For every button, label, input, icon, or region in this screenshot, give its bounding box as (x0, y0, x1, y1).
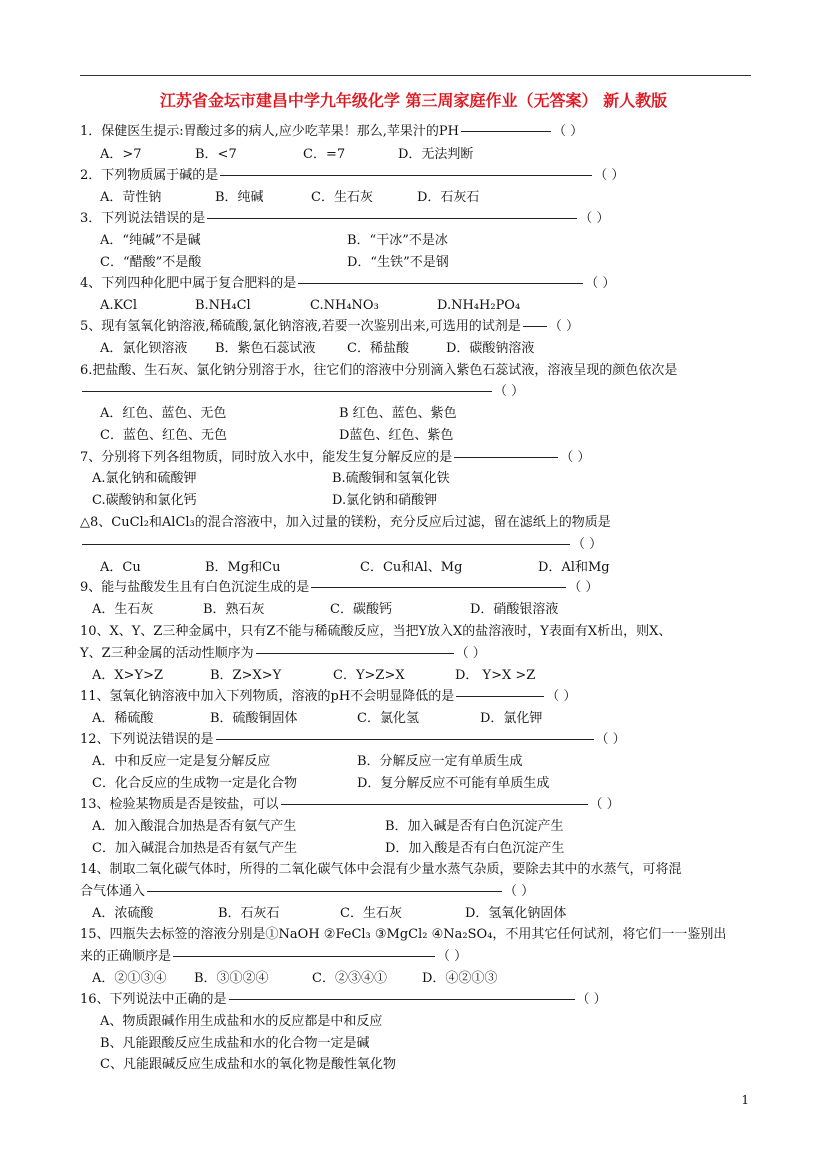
option-d: D.氯化钠和硝酸钾 (332, 493, 438, 508)
option-c: C.碳酸钠和氯化钙 (92, 493, 197, 508)
option-b: B.NH₄Cl (195, 298, 251, 313)
question-stem: 1．保健医生提示:胃酸过多的病人,应少吃苹果！那么,苹果汁的PH (80, 124, 459, 139)
option-c: C．“醋酸”不是酸 (100, 255, 202, 270)
question-stem: 15、四瓶失去标签的溶液分别是①NaOH ②FeCl₃ ③MgCl₂ ④Na₂SO₄，不用其它任何试剂，将它们一一鉴别出 (80, 927, 727, 942)
question-stem: 3．下列说法错误的是 (80, 211, 206, 226)
option-c: C．Cu和Al、Mg (360, 560, 463, 575)
answer-leader (461, 131, 551, 132)
question-stem: 16、下列说法中正确的是 (80, 992, 227, 1007)
option-c: C．氯化氢 (357, 711, 419, 726)
answer-leader (281, 804, 588, 805)
option-b: B．熟石灰 (203, 602, 265, 617)
option-a: A.氯化钠和硫酸钾 (92, 471, 197, 486)
answer-paren: （ ） (560, 450, 591, 465)
option-d: D．氢氧化钠固体 (465, 906, 567, 921)
header-rule (80, 75, 751, 76)
answer-paren: （ ） (594, 168, 625, 183)
question-stem: 9、能与盐酸发生且有白色沉淀生成的是 (80, 580, 310, 595)
answer-leader (298, 283, 583, 284)
question-stem: 来的正确顺序是 (80, 949, 172, 964)
question-16 (80, 991, 607, 1009)
answer-leader (311, 587, 566, 588)
option-a: A．氯化钡溶液 (100, 341, 188, 356)
option-b: B．③①②④ (194, 971, 269, 986)
option-a: A．浓硫酸 (92, 906, 154, 921)
answer-leader (216, 739, 594, 740)
option-d: D．复分解反应不可能有单质生成 (357, 776, 550, 791)
option-b: B．分解反应一定有单质生成 (357, 754, 523, 769)
option-a: A．“纯碱”不是碱 (100, 233, 201, 248)
answer-leader (256, 653, 454, 654)
answer-leader (229, 999, 575, 1000)
page-title: 江苏省金坛市建昌中学九年级化学 第三周家庭作业（无答案） 新人教版 (159, 91, 668, 110)
option-b: B．纯碱 (215, 190, 264, 205)
option-a: A．>7 (100, 147, 142, 162)
option-d: D．硝酸银溶液 (470, 602, 559, 617)
question-stem: 7、分别将下列各组物质，同时放入水中，能发生复分解反应的是 (80, 450, 453, 465)
option-d: D．“生铁”不是钢 (347, 255, 449, 270)
answer-paren: （ ） (576, 992, 607, 1007)
option-b: B.硫酸铜和氢氧化铁 (332, 471, 450, 486)
question-stem: 14、制取二氧化碳气体时，所得的二氧化碳气体中会混有少量水蒸气杂质，要除去其中的水蒸气，可将混 (80, 862, 682, 877)
option-a: A．红色、蓝色、无色 (100, 406, 227, 421)
option-a: A．苛性钠 (100, 190, 162, 205)
answer-paren: （ ） (589, 797, 620, 812)
option-c: C．加入碱混合加热是否有氨气产生 (92, 841, 297, 856)
option-a: A．加入酸混合加热是否有氨气产生 (92, 819, 297, 834)
answer-paren: （ ） (585, 276, 616, 291)
option-a: A．生石灰 (92, 602, 154, 617)
question-15 (80, 926, 726, 944)
question-10 (80, 623, 671, 641)
question-10-cont (80, 645, 486, 663)
answer-paren: （ ） (504, 884, 535, 899)
answer-paren: （ ） (553, 124, 584, 139)
option-b: B．硫酸铜固体 (210, 711, 298, 726)
option-d: D．加入酸是否有白色沉淀产生 (385, 841, 565, 856)
answer-paren: （ ） (572, 537, 603, 552)
question-stem: △8、CuCl₂和AlCl₃的混合溶液中，加入过量的镁粉，充分反应后过滤，留在滤纸上的物质是 (80, 515, 611, 530)
question-6 (80, 362, 677, 380)
option-c: C．蓝色、红色、无色 (100, 428, 227, 443)
option-c: C.NH₄NO₃ (310, 298, 379, 313)
option-d: D．④②①③ (422, 971, 498, 986)
answer-paren: （ ） (455, 646, 486, 661)
question-stem: 5、现有氢氧化钠溶液,稀硫酸,氯化钠溶液,若要一次鉴别出来,可选用的试剂是 (80, 319, 521, 334)
page-number: 1 (741, 1093, 749, 1107)
answer-paren: （ ） (546, 689, 577, 704)
question-8 (80, 514, 611, 532)
option-a: A．Cu (100, 560, 141, 575)
option-c: C．碳酸钙 (330, 602, 392, 617)
question-stem: 12、下列说法错误的是 (80, 732, 214, 747)
question-11 (80, 688, 576, 706)
question-15-cont (80, 948, 467, 966)
option-a: A.KCl (100, 298, 137, 313)
option-a: A．稀硫酸 (92, 711, 154, 726)
option-c: C．Y>Z>X (333, 668, 405, 683)
option-b: B、凡能跟酸反应生成盐和水的化合物一定是碱 (100, 1036, 370, 1051)
option-d: D蓝色、红色、紫色 (339, 428, 454, 443)
option-c: C．=7 (303, 147, 346, 162)
option-c: C．稀盐酸 (347, 341, 409, 356)
question-12 (80, 731, 626, 749)
answer-leader (454, 457, 558, 458)
question-stem: Y、Z三种金属的活动性顺序为 (80, 646, 254, 661)
question-stem: 6.把盐酸、生石灰、氯化钠分别溶于水，往它们的溶液中分别滴入紫色石蕊试液，溶液呈现的颜色依次是 (80, 363, 678, 378)
question-7 (80, 449, 590, 467)
option-b: B 红色、蓝色、紫色 (339, 406, 457, 421)
answer-paren: （ ） (595, 732, 626, 747)
option-d: D．Al和Mg (538, 560, 610, 575)
answer-leader (523, 326, 547, 327)
answer-leader (82, 391, 492, 392)
question-14 (80, 861, 682, 879)
option-a: A．②①③④ (92, 971, 167, 986)
question-14-cont (80, 883, 534, 901)
question-2 (80, 167, 624, 185)
answer-leader (82, 544, 570, 545)
option-b: B．石灰石 (218, 906, 280, 921)
option-d: D．石灰石 (417, 190, 480, 205)
question-4 (80, 275, 615, 293)
question-stem: 13、检验某物质是否是铵盐，可以 (80, 797, 279, 812)
option-b: B．加入碱是否有白色沉淀产生 (385, 819, 564, 834)
option-b: B．紫色石蕊试液 (215, 341, 316, 356)
option-c: C．化合反应的生成物一定是化合物 (92, 776, 297, 791)
option-b: B．Z>X>Y (210, 668, 282, 683)
option-d: D．无法判断 (398, 147, 474, 162)
option-d: D．氯化钾 (480, 711, 543, 726)
question-8-cont (80, 536, 602, 554)
answer-paren: （ ） (494, 384, 525, 399)
question-stem: 10、X、Y、Z三种金属中，只有Z不能与稀硫酸反应，当把Y放入X的盐溶液时，Y表面有X析出，则X、 (80, 624, 672, 639)
question-1 (80, 123, 583, 141)
answer-leader (220, 175, 592, 176)
answer-leader (147, 891, 502, 892)
answer-paren: （ ） (437, 949, 468, 964)
option-b: B．Mg和Cu (205, 560, 281, 575)
question-6-cont (80, 383, 524, 401)
option-c: C．②③④① (312, 971, 387, 986)
option-a: A．中和反应一定是复分解反应 (92, 754, 271, 769)
option-c: C．生石灰 (340, 906, 402, 921)
answer-leader (207, 218, 577, 219)
answer-paren: （ ） (548, 319, 579, 334)
option-c: C．生石灰 (311, 190, 373, 205)
option-a: A、物质跟碱作用生成盐和水的反应都是中和反应 (100, 1014, 383, 1029)
option-d: D.NH₄H₂PO₄ (437, 298, 521, 313)
question-3 (80, 210, 609, 228)
option-a: A．X>Y>Z (92, 668, 164, 683)
question-9 (80, 579, 598, 597)
question-5 (80, 318, 579, 336)
option-c: C、凡能跟碱反应生成盐和水的氧化物是酸性氧化物 (100, 1057, 396, 1072)
answer-paren: （ ） (568, 580, 599, 595)
question-stem: 4、下列四种化肥中属于复合肥料的是 (80, 276, 297, 291)
question-13 (80, 796, 620, 814)
question-stem: 合气体通入 (80, 884, 146, 899)
answer-leader (456, 696, 544, 697)
question-stem: 2．下列物质属于碱的是 (80, 168, 219, 183)
question-stem: 11、氢氧化钠溶液中加入下列物质，溶液的pH不会明显降低的是 (80, 689, 455, 704)
option-d: D． Y>X >Z (455, 668, 536, 683)
answer-paren: （ ） (579, 211, 610, 226)
option-b: B．“干冰”不是冰 (347, 233, 448, 248)
answer-leader (173, 956, 435, 957)
option-d: D．碳酸钠溶液 (446, 341, 535, 356)
option-b: B．<7 (195, 147, 237, 162)
